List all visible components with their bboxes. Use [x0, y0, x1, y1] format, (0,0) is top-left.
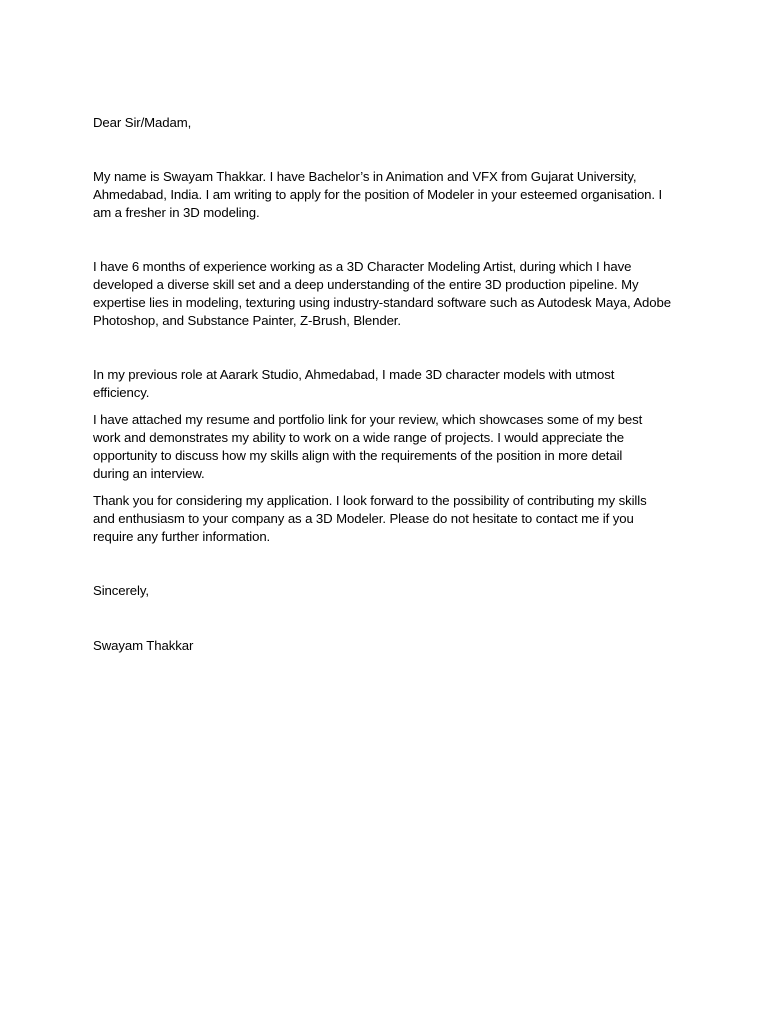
paragraph-introduction: My name is Swayam Thakkar. I have Bachelor’s in Animation and VFX from Gujarat University, Ahmedabad, India. I am writing to apply for the position of Modeler in your esteemed organisation. I am a fresher in 3D modeling.: [93, 169, 663, 220]
paragraph-attachments: I have attached my resume and portfolio link for your review, which showcases some of my best work and demonstrates my ability to work on a wide range of projects. I would appreciate the opportunity to discuss how my skills align with the requirements of the position in more detail during an interview.: [93, 412, 643, 481]
salutation: Dear Sir/Madam,: [93, 115, 192, 130]
paragraph-experience: I have 6 months of experience working as a 3D Character Modeling Artist, during which I have developed a diverse skill set and a deep understanding of the entire 3D production pipeline. My expertise lies in modeling, texturing using industry-standard software such as Autodesk Maya, Adobe Photoshop, and Substance Painter, Z-Brush, Blender.: [93, 259, 671, 328]
paragraph-thanks: Thank you for considering my application. I look forward to the possibility of contributing my skills and enthusiasm to your company as a 3D Modeler. Please do not hesitate to contact me if you require any further information.: [93, 493, 647, 544]
signature-name: Swayam Thakkar: [93, 638, 194, 653]
cover-letter: [93, 114, 683, 655]
paragraph-previous-role: In my previous role at Aarark Studio, Ahmedabad, I made 3D character models with utmost efficiency.: [93, 367, 615, 400]
closing: Sincerely,: [93, 583, 149, 598]
